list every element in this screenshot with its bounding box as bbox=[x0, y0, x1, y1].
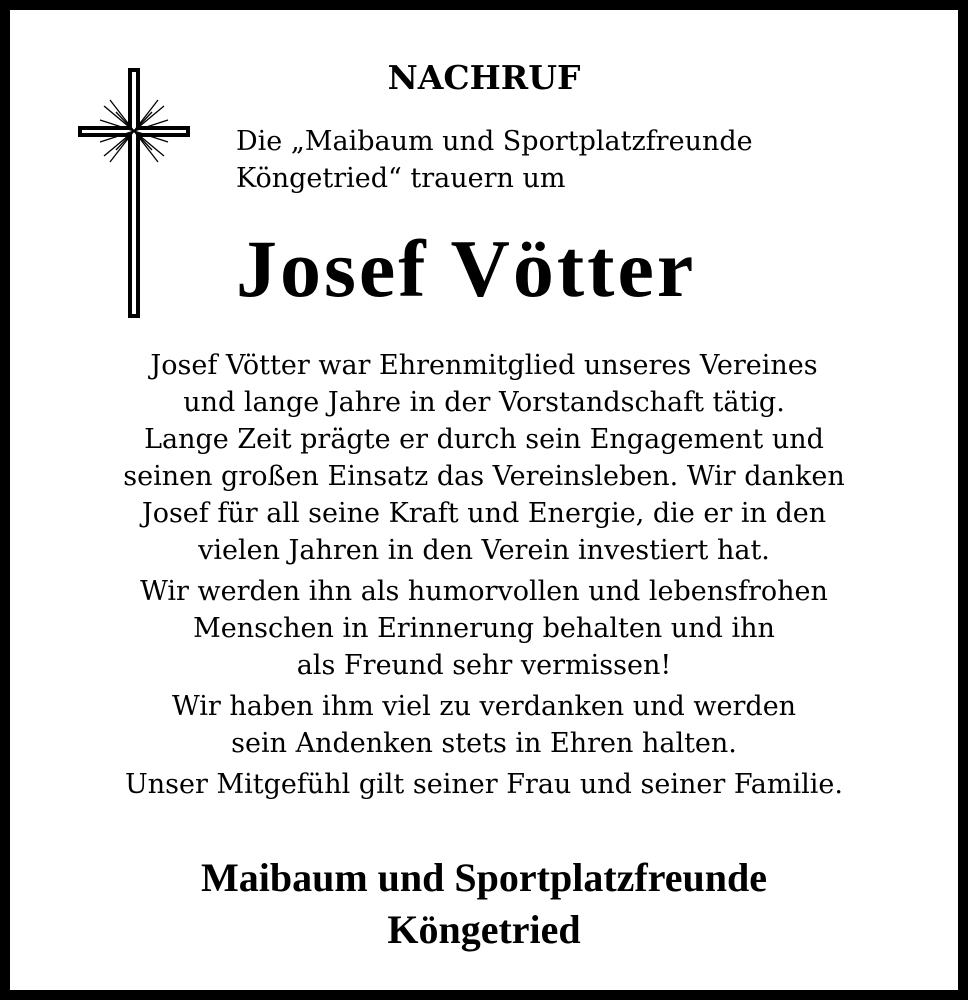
signature-line: Maibaum und Sportplatzfreunde bbox=[200, 855, 767, 900]
tribute-line: Unser Mitgefühl gilt seiner Frau und seiner Familie. bbox=[125, 769, 843, 800]
notice-heading: NACHRUF bbox=[387, 58, 581, 97]
intro-line: Die „Maibaum und Sportplatzfreunde bbox=[236, 126, 753, 157]
signature-line: Köngetried bbox=[387, 907, 581, 952]
tribute-line: als Freund sehr vermissen! bbox=[296, 650, 672, 681]
tribute-line: sein Andenken stets in Ehren halten. bbox=[231, 728, 737, 759]
tribute-line: vielen Jahren in den Verein investiert hat. bbox=[198, 535, 770, 566]
deceased-name: Josef Vötter bbox=[236, 223, 697, 314]
tribute-line: Josef Vötter war Ehrenmitglied unseres Vereines bbox=[150, 350, 818, 381]
tribute-line: Lange Zeit prägte er durch sein Engagement und bbox=[144, 424, 824, 455]
tribute-line: Wir werden ihn als humorvollen und lebensfrohen bbox=[140, 576, 828, 607]
tribute-text bbox=[10, 347, 958, 807]
tribute-paragraph bbox=[10, 766, 958, 803]
tribute-line: und lange Jahre in der Vorstandschaft tätig. bbox=[183, 387, 785, 418]
tribute-paragraph bbox=[10, 347, 958, 569]
intro-text bbox=[236, 123, 753, 197]
tribute-paragraph bbox=[10, 688, 958, 762]
tribute-paragraph bbox=[10, 573, 958, 684]
tribute-line: seinen großen Einsatz das Vereinsleben. Wir danken bbox=[123, 461, 845, 492]
tribute-line: Wir haben ihm viel zu verdanken und werden bbox=[171, 691, 797, 722]
tribute-line: Josef für all seine Kraft und Energie, die er in den bbox=[141, 498, 827, 529]
intro-line: Köngetried“ trauern um bbox=[236, 163, 566, 194]
radiant-cross-icon bbox=[70, 60, 198, 320]
signature bbox=[10, 852, 958, 956]
tribute-line: Menschen in Erinnerung behalten und ihn bbox=[193, 613, 775, 644]
